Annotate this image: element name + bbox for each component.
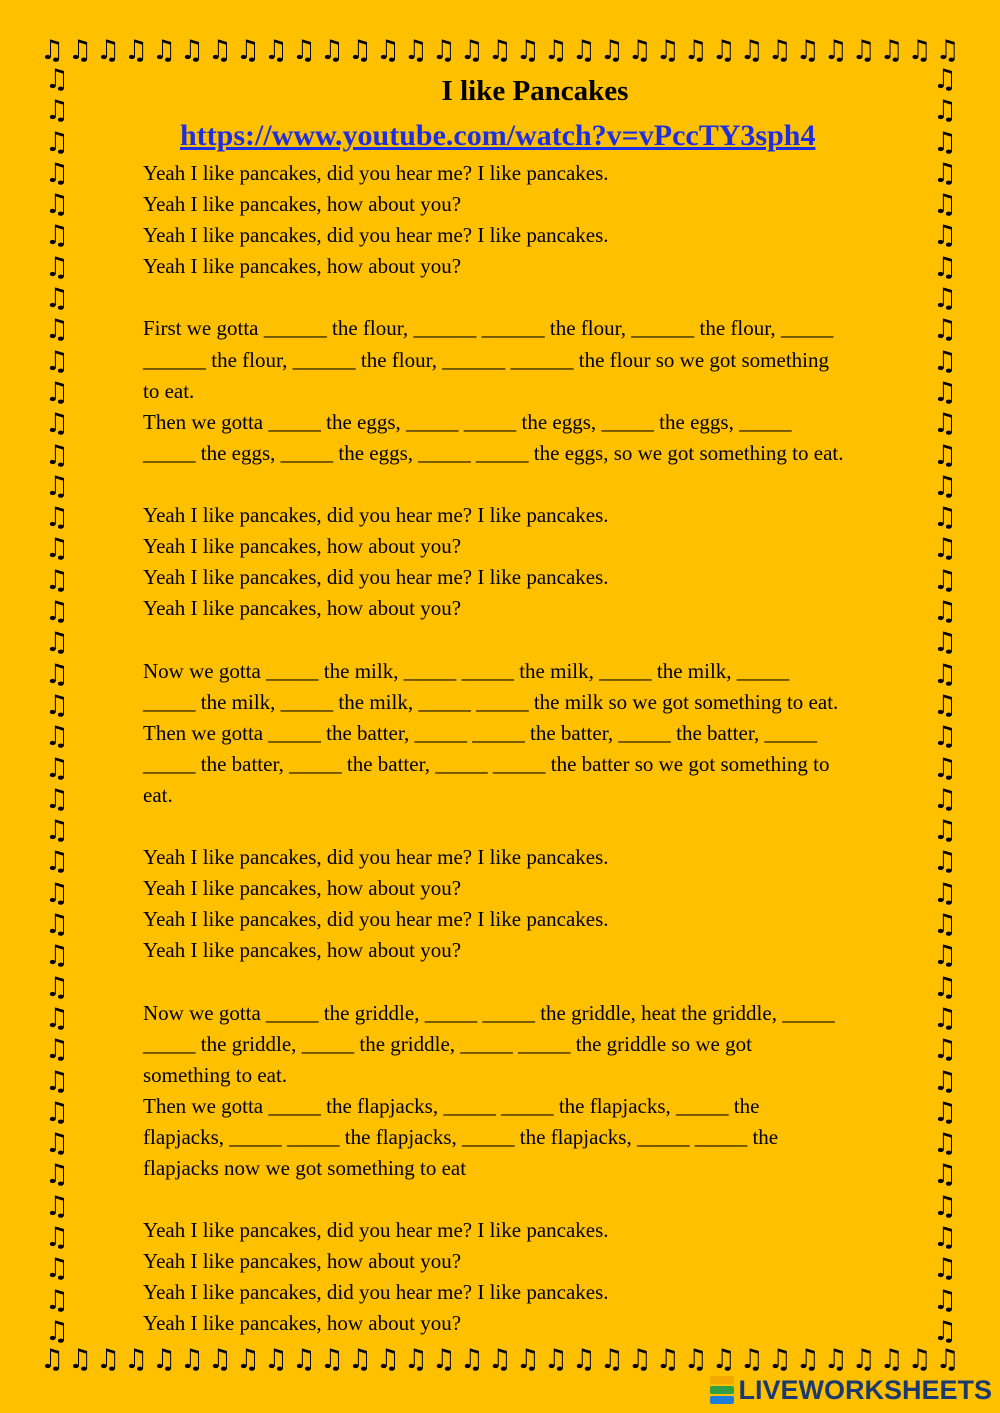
music-note-icon: ♫	[44, 846, 70, 878]
music-note-icon: ♫	[123, 1344, 149, 1375]
music-note-icon: ♫	[767, 1344, 792, 1375]
music-note-icon: ♫	[319, 1344, 345, 1375]
music-note-icon: ♫	[40, 35, 65, 66]
music-note-icon: ♫	[44, 877, 70, 909]
music-note-icon: ♫	[823, 1344, 848, 1375]
music-note-icon: ♫	[935, 1344, 960, 1375]
music-note-icon: ♫	[44, 940, 70, 972]
lyric-line: Then we gotta _____ the batter, _____ _____ the batter, _____ the batter, _____	[143, 720, 817, 745]
lyric-line: Yeah I like pancakes, how about you?	[143, 1311, 462, 1336]
music-note-icon: ♫	[44, 1128, 70, 1160]
music-note-icon: ♫	[291, 1344, 317, 1375]
music-note-icon: ♫	[67, 35, 93, 66]
music-note-icon: ♫	[95, 1344, 121, 1375]
lyric-line: Yeah I like pancakes, how about you?	[143, 876, 462, 901]
music-note-icon: ♫	[44, 752, 70, 784]
music-note-icon: ♫	[431, 1344, 456, 1375]
music-note-icon: ♫	[44, 1253, 70, 1285]
lyric-line: Then we gotta _____ the eggs, _____ _____ the eggs, _____ the eggs, _____	[143, 409, 792, 434]
lyric-line: Yeah I like pancakes, how about you?	[143, 534, 462, 559]
music-note-icon: ♫	[44, 658, 70, 690]
music-note-icon: ♫	[487, 35, 512, 66]
stanza-gap	[143, 811, 933, 842]
music-note-icon: ♫	[932, 283, 958, 315]
music-note-icon: ♫	[879, 35, 904, 66]
lyric-line: Yeah I like pancakes, how about you?	[143, 254, 462, 279]
music-note-icon: ♫	[151, 35, 177, 66]
music-note-icon: ♫	[932, 470, 958, 502]
music-note-icon: ♫	[932, 752, 958, 784]
music-note-icon: ♫	[932, 1128, 958, 1160]
music-note-icon: ♫	[599, 1344, 624, 1375]
music-note-icon: ♫	[599, 35, 624, 66]
liveworksheets-logo-icon	[710, 1376, 734, 1404]
music-note-icon: ♫	[932, 721, 958, 753]
music-note-icon: ♫	[44, 408, 70, 440]
music-note-icon: ♫	[932, 126, 958, 158]
music-note-icon: ♫	[291, 35, 317, 66]
music-note-icon: ♫	[44, 783, 70, 815]
music-note-icon: ♫	[932, 689, 958, 721]
music-note-icon: ♫	[44, 126, 70, 158]
music-note-icon: ♫	[375, 35, 401, 66]
music-note-icon: ♫	[932, 1034, 958, 1066]
lyric-line: eat.	[143, 782, 173, 807]
music-note-icon: ♫	[932, 157, 958, 189]
music-note-icon: ♫	[767, 35, 792, 66]
music-note-icon: ♫	[44, 470, 70, 502]
music-note-icon: ♫	[932, 564, 958, 596]
music-note-icon: ♫	[932, 345, 958, 377]
lyric-line: Then we gotta _____ the flapjacks, _____ _____ the flapjacks, _____ the	[143, 1093, 760, 1118]
music-note-icon: ♫	[67, 1344, 93, 1375]
music-note-icon: ♫	[44, 1065, 70, 1097]
music-note-icon: ♫	[44, 314, 70, 346]
lyric-line: flapjacks, _____ _____ the flapjacks, _____ the flapjacks, _____ _____ the	[143, 1124, 779, 1149]
music-note-icon: ♫	[932, 376, 958, 408]
lyric-line: _____ the batter, _____ the batter, _____ _____ the batter so we got something to	[143, 751, 830, 776]
music-note-icon: ♫	[932, 220, 958, 252]
music-note-icon: ♫	[932, 658, 958, 690]
music-note-icon: ♫	[932, 846, 958, 878]
music-note-icon: ♫	[515, 1344, 540, 1375]
music-note-icon: ♫	[44, 1034, 70, 1066]
lyric-line: _____ the griddle, _____ the griddle, _____ _____ the griddle so we got	[143, 1031, 752, 1056]
music-note-icon: ♫	[932, 1096, 958, 1128]
music-note-icon: ♫	[40, 1344, 65, 1375]
music-note-icon: ♫	[932, 909, 958, 941]
music-note-icon: ♫	[571, 1344, 596, 1375]
music-note-icon: ♫	[319, 35, 345, 66]
lyric-line: Yeah I like pancakes, did you hear me? I like pancakes.	[143, 845, 609, 870]
watermark-text: LIVEWORKSHEETS	[738, 1374, 992, 1405]
music-note-icon: ♫	[932, 502, 958, 534]
music-note-icon: ♫	[44, 815, 70, 847]
music-note-icon: ♫	[795, 1344, 820, 1375]
stanza-gap	[143, 966, 933, 997]
music-note-icon: ♫	[44, 1002, 70, 1034]
lyric-line: Yeah I like pancakes, did you hear me? I like pancakes.	[143, 907, 609, 932]
lyric-line: Now we gotta _____ the griddle, _____ _____ the griddle, heat the griddle, _____	[143, 1000, 835, 1025]
lyrics-block	[143, 158, 933, 1340]
music-note-icon: ♫	[823, 35, 848, 66]
music-note-icon: ♫	[44, 1221, 70, 1253]
music-note-icon: ♫	[932, 533, 958, 565]
music-note-icon: ♫	[459, 1344, 484, 1375]
music-note-icon: ♫	[403, 35, 429, 66]
music-note-icon: ♫	[235, 1344, 261, 1375]
lyric-line: Yeah I like pancakes, did you hear me? I like pancakes.	[143, 503, 609, 528]
music-note-icon: ♫	[932, 1190, 958, 1222]
music-note-icon: ♫	[179, 1344, 205, 1375]
music-note-border-right	[928, 66, 962, 1346]
music-note-border-left	[40, 66, 74, 1346]
music-note-icon: ♫	[932, 940, 958, 972]
music-note-border-top	[40, 36, 960, 68]
lyric-line: ______ the flour, ______ the flour, ______ ______ the flour so we got something	[143, 347, 829, 372]
music-note-icon: ♫	[375, 1344, 401, 1375]
music-note-icon: ♫	[711, 1344, 736, 1375]
lyric-line: Now we gotta _____ the milk, _____ _____ the milk, _____ the milk, _____	[143, 658, 790, 683]
music-note-icon: ♫	[207, 1344, 233, 1375]
music-note-icon: ♫	[44, 721, 70, 753]
music-note-icon: ♫	[179, 35, 205, 66]
music-note-icon: ♫	[151, 1344, 177, 1375]
music-note-icon: ♫	[44, 376, 70, 408]
music-note-icon: ♫	[347, 35, 373, 66]
music-note-icon: ♫	[44, 1284, 70, 1316]
music-note-icon: ♫	[44, 1159, 70, 1191]
music-note-icon: ♫	[932, 189, 958, 221]
music-note-icon: ♫	[44, 220, 70, 252]
music-note-icon: ♫	[44, 502, 70, 534]
page-title: I like Pancakes	[441, 75, 629, 107]
music-note-icon: ♫	[44, 689, 70, 721]
music-note-icon: ♫	[44, 189, 70, 221]
music-note-icon: ♫	[459, 35, 484, 66]
music-note-icon: ♫	[543, 1344, 568, 1375]
music-note-icon: ♫	[44, 533, 70, 565]
music-note-icon: ♫	[932, 1284, 958, 1316]
music-note-icon: ♫	[932, 95, 958, 127]
music-note-icon: ♫	[44, 283, 70, 315]
music-note-icon: ♫	[932, 783, 958, 815]
lyric-line: Yeah I like pancakes, did you hear me? I like pancakes.	[143, 161, 609, 185]
music-note-icon: ♫	[44, 627, 70, 659]
music-note-icon: ♫	[44, 971, 70, 1003]
music-note-icon: ♫	[627, 35, 652, 66]
lyric-line: Yeah I like pancakes, how about you?	[143, 1249, 462, 1274]
music-note-icon: ♫	[907, 1344, 932, 1375]
music-note-icon: ♫	[235, 35, 261, 66]
music-note-icon: ♫	[44, 95, 70, 127]
music-note-icon: ♫	[932, 1253, 958, 1285]
music-note-icon: ♫	[739, 35, 764, 66]
stanza-gap	[143, 282, 933, 313]
music-note-icon: ♫	[44, 909, 70, 941]
lyric-line: Yeah I like pancakes, did you hear me? I like pancakes.	[143, 565, 609, 590]
music-note-icon: ♫	[932, 1002, 958, 1034]
music-note-icon: ♫	[655, 35, 680, 66]
music-note-icon: ♫	[851, 1344, 876, 1375]
lyric-line: First we gotta ______ the flour, ______ ______ the flour, ______ the flour, _____	[143, 316, 834, 341]
music-note-icon: ♫	[263, 35, 289, 66]
music-note-icon: ♫	[543, 35, 568, 66]
music-note-icon: ♫	[932, 627, 958, 659]
lyric-line: Yeah I like pancakes, did you hear me? I like pancakes.	[143, 223, 609, 248]
music-note-icon: ♫	[207, 35, 233, 66]
music-note-icon: ♫	[347, 1344, 373, 1375]
stanza-gap	[143, 624, 933, 655]
music-note-icon: ♫	[44, 564, 70, 596]
music-note-icon: ♫	[879, 1344, 904, 1375]
music-note-icon: ♫	[932, 314, 958, 346]
music-note-icon: ♫	[44, 1190, 70, 1222]
music-note-icon: ♫	[932, 439, 958, 471]
music-note-icon: ♫	[44, 345, 70, 377]
music-note-icon: ♫	[932, 971, 958, 1003]
lyric-line: Yeah I like pancakes, how about you?	[143, 192, 462, 217]
music-note-icon: ♫	[571, 35, 596, 66]
music-note-icon: ♫	[683, 1344, 708, 1375]
liveworksheets-watermark	[710, 1373, 992, 1407]
stanza-gap	[143, 469, 933, 500]
music-note-icon: ♫	[932, 251, 958, 283]
music-note-icon: ♫	[935, 35, 960, 66]
music-note-icon: ♫	[627, 1344, 652, 1375]
music-note-icon: ♫	[44, 596, 70, 628]
music-note-icon: ♫	[44, 439, 70, 471]
music-note-icon: ♫	[932, 877, 958, 909]
music-note-icon: ♫	[932, 1159, 958, 1191]
music-note-icon: ♫	[932, 1315, 958, 1347]
stanza-gap	[143, 1184, 933, 1215]
music-note-icon: ♫	[683, 35, 708, 66]
lyric-line: Yeah I like pancakes, did you hear me? I like pancakes.	[143, 1218, 609, 1243]
lyric-line: something to eat.	[143, 1062, 288, 1087]
music-note-icon: ♫	[907, 35, 932, 66]
lyric-line: Yeah I like pancakes, did you hear me? I like pancakes.	[143, 1280, 609, 1305]
music-note-icon: ♫	[851, 35, 876, 66]
music-note-icon: ♫	[515, 35, 540, 66]
music-note-icon: ♫	[403, 1344, 429, 1375]
music-note-icon: ♫	[932, 1221, 958, 1253]
music-note-icon: ♫	[123, 35, 149, 66]
music-note-icon: ♫	[739, 1344, 764, 1375]
lyric-line: _____ the eggs, _____ the eggs, _____ _____ the eggs, so we got something to eat.	[143, 440, 844, 465]
music-note-icon: ♫	[44, 251, 70, 283]
music-note-icon: ♫	[932, 408, 958, 440]
music-note-icon: ♫	[44, 64, 70, 95]
music-note-icon: ♫	[44, 157, 70, 189]
video-link[interactable]: https://www.youtube.com/watch?v=vPccTY3sph4	[180, 119, 816, 152]
music-note-icon: ♫	[711, 35, 736, 66]
lyric-line: _____ the milk, _____ the milk, _____ _____ the milk so we got something to eat.	[143, 689, 839, 714]
music-note-icon: ♫	[932, 64, 958, 95]
music-note-icon: ♫	[795, 35, 820, 66]
lyric-line: flapjacks now we got something to eat	[143, 1156, 467, 1180]
music-note-icon: ♫	[487, 1344, 512, 1375]
music-note-icon: ♫	[932, 1065, 958, 1097]
music-note-icon: ♫	[431, 35, 456, 66]
music-note-icon: ♫	[44, 1096, 70, 1128]
music-note-icon: ♫	[655, 1344, 680, 1375]
music-note-icon: ♫	[95, 35, 121, 66]
lyric-line: to eat.	[143, 378, 195, 403]
lyric-line: Yeah I like pancakes, how about you?	[143, 938, 462, 963]
lyric-line: Yeah I like pancakes, how about you?	[143, 596, 462, 621]
music-note-icon: ♫	[932, 596, 958, 628]
music-note-icon: ♫	[44, 1315, 70, 1347]
music-note-icon: ♫	[263, 1344, 289, 1375]
music-note-icon: ♫	[932, 815, 958, 847]
